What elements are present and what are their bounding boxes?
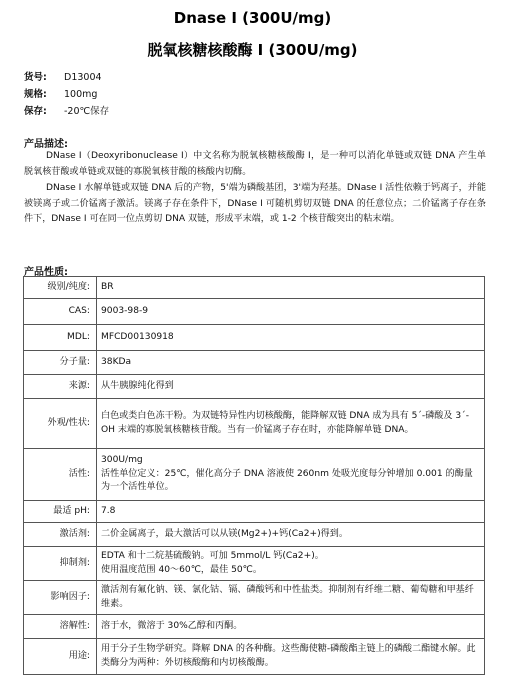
page-title-chinese: 脱氧核糖核酸酶 I (300U/mg) bbox=[147, 41, 358, 59]
meta-value: D13004 bbox=[64, 72, 102, 83]
description-paragraph: DNase I（Deoxyribonuclease I）中文名称为脱氧核糖核酸酶 I，是一种可以消化单链或双链 DNA 产生单脱氧核苷酸或单链或双链的寡脱氧核苷酸的核酸内切酶。 bbox=[24, 151, 486, 177]
table-row bbox=[24, 449, 485, 501]
property-value: 激活剂有氟化钠、镁、氯化钴、镉、磷酸钙和中性盐类。抑制剂有纤维二糖、葡萄糖和甲基纤维素。 bbox=[97, 581, 485, 615]
property-key: 活性: bbox=[24, 449, 97, 501]
properties-heading: 产品性质: bbox=[24, 267, 68, 278]
property-key: 影响因子: bbox=[24, 581, 97, 615]
property-value: 9003-98-9 bbox=[97, 299, 485, 325]
table-row bbox=[24, 547, 485, 581]
meta-value: -20℃保存 bbox=[64, 106, 110, 117]
property-key: 激活剂: bbox=[24, 523, 97, 547]
property-value: 二价金属离子，最大激活可以从镁(Mg2+)+钙(Ca2+)得到。 bbox=[97, 523, 485, 547]
property-key: 溶解性: bbox=[24, 615, 97, 639]
table-row bbox=[24, 615, 485, 639]
property-value: 从牛胰腺纯化得到 bbox=[97, 375, 485, 399]
property-key: 最适 pH: bbox=[24, 501, 97, 523]
description-paragraph: DNase I 水解单链或双链 DNA 后的产物，5'端为磷酸基团，3'端为羟基。DNase I 活性依赖于钙离子，并能被镁离子或二价锰离子激活。镁离子存在条件下，DNase I 可随机剪切双链 DNA 的任意位点；二价锰离子存在条件下，DNase I 可在同一位点剪切 DNA 双链，形成平末端，或 1-2 个核苷酸突出的粘末端。 bbox=[24, 183, 486, 224]
table-row bbox=[24, 523, 485, 547]
table-row bbox=[24, 501, 485, 523]
property-value: 300U/mg 活性单位定义：25℃，催化高分子 DNA 溶液使 260nm 处吸光度每分钟增加 0.001 的酶量为一个活性单位。 bbox=[97, 449, 485, 501]
table-row bbox=[24, 299, 485, 325]
property-key: CAS: bbox=[24, 299, 97, 325]
property-value: EDTA 和十二烷基硫酸钠。可加 5mmol/L 钙(Ca2+)。 使用温度范围 40～60℃，最佳 50℃。 bbox=[97, 547, 485, 581]
table-row bbox=[24, 351, 485, 375]
table-row bbox=[24, 325, 485, 351]
property-key: 级别/纯度: bbox=[24, 277, 97, 299]
property-value: 38KDa bbox=[97, 351, 485, 375]
property-key: 分子量: bbox=[24, 351, 97, 375]
table-row bbox=[24, 399, 485, 449]
meta-row-size bbox=[24, 89, 97, 101]
meta-label: 规格: bbox=[24, 89, 47, 100]
property-key: 外观/性状: bbox=[24, 399, 97, 449]
property-value: 溶于水，微溶于 30%乙醇和丙酮。 bbox=[97, 615, 485, 639]
property-value: 用于分子生物学研究。降解 DNA 的各种酶。这些酶使糖-磷酸酯主链上的磷酸二酯键水解。此类酶分为两种：外切核酸酶和内切核酸酶。 bbox=[97, 639, 485, 675]
property-key: MDL: bbox=[24, 325, 97, 351]
table-row bbox=[24, 639, 485, 675]
property-value: 7.8 bbox=[97, 501, 485, 523]
property-value: BR bbox=[97, 277, 485, 299]
meta-row-catalog-number bbox=[24, 72, 102, 84]
property-key: 来源: bbox=[24, 375, 97, 399]
meta-label: 保存: bbox=[24, 106, 47, 117]
page-title-english: Dnase I (300U/mg) bbox=[173, 9, 332, 27]
meta-label: 货号: bbox=[24, 72, 47, 83]
table-row bbox=[24, 375, 485, 399]
table-row bbox=[24, 581, 485, 615]
table-row bbox=[24, 277, 485, 299]
property-value: 白色或类白色冻干粉。为双链特异性内切核酸酶，能降解双链 DNA 成为具有 5´-磷酸及 3´-OH 末端的寡脱氧核糖核苷酸。当有一价锰离子存在时，亦能降解单链 DNA。 bbox=[97, 399, 485, 449]
meta-value: 100mg bbox=[64, 89, 98, 100]
description-heading: 产品描述: bbox=[24, 139, 68, 150]
property-key: 用途: bbox=[24, 639, 97, 675]
property-key: 抑制剂: bbox=[24, 547, 97, 581]
properties-table bbox=[23, 276, 485, 675]
meta-row-storage bbox=[24, 106, 109, 118]
property-value: MFCD00130918 bbox=[97, 325, 485, 351]
